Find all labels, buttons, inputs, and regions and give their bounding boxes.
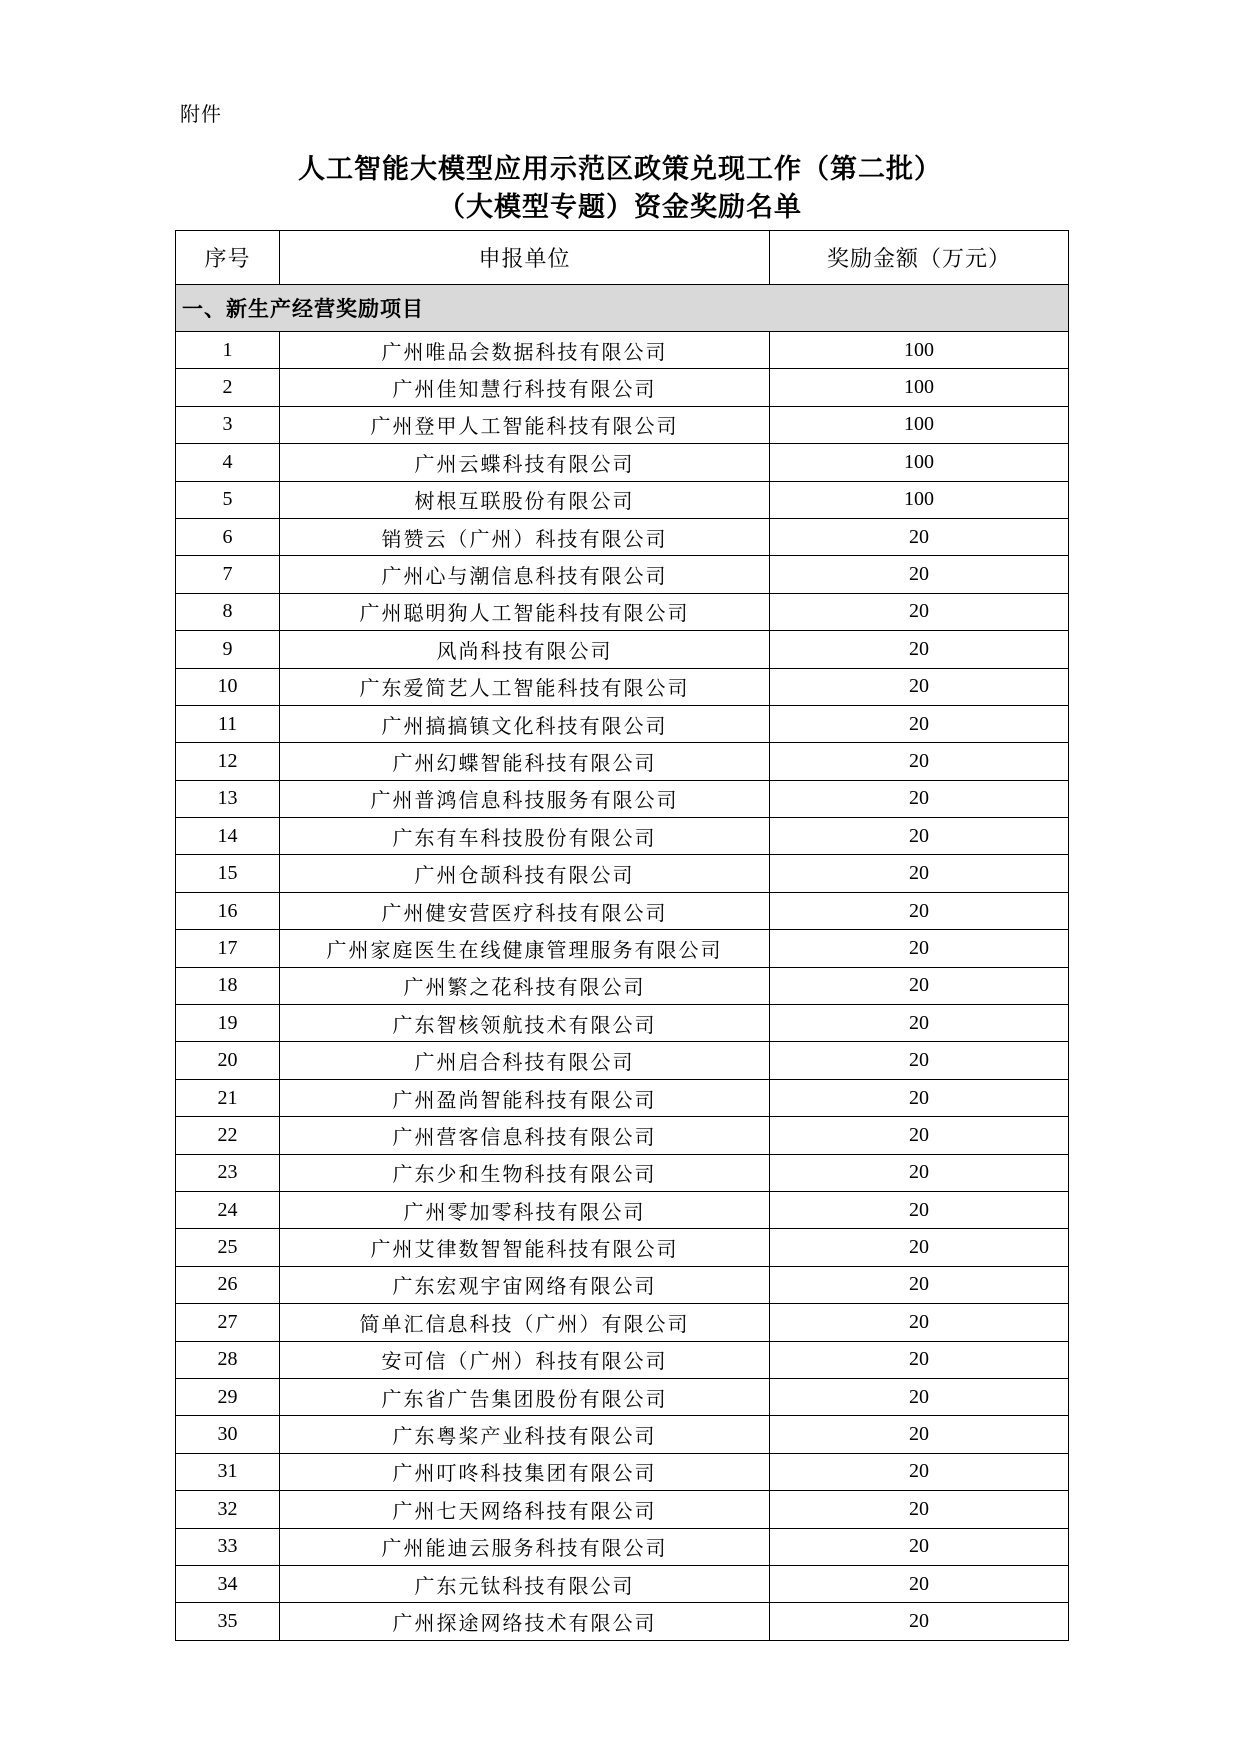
section-title: 一、新生产经营奖励项目 xyxy=(176,285,1069,332)
row-unit: 广州艾律数智智能科技有限公司 xyxy=(280,1229,770,1266)
table-row xyxy=(176,855,1069,892)
row-unit: 广州启合科技有限公司 xyxy=(280,1042,770,1079)
table-row xyxy=(176,406,1069,443)
row-unit: 广东有车科技股份有限公司 xyxy=(280,818,770,855)
table-row xyxy=(176,1117,1069,1154)
row-seq: 20 xyxy=(176,1042,280,1079)
row-unit: 广州能迪云服务科技有限公司 xyxy=(280,1528,770,1565)
table-row xyxy=(176,369,1069,406)
row-amount: 20 xyxy=(770,1191,1069,1228)
row-unit: 广州探途网络技术有限公司 xyxy=(280,1603,770,1640)
table-row xyxy=(176,1304,1069,1341)
table-row xyxy=(176,930,1069,967)
row-seq: 30 xyxy=(176,1416,280,1453)
row-unit: 广州聪明狗人工智能科技有限公司 xyxy=(280,593,770,630)
row-seq: 32 xyxy=(176,1491,280,1528)
row-unit: 安可信（广州）科技有限公司 xyxy=(280,1341,770,1378)
row-seq: 18 xyxy=(176,967,280,1004)
row-seq: 22 xyxy=(176,1117,280,1154)
document-title-line1: 人工智能大模型应用示范区政策兑现工作（第二批） xyxy=(298,154,942,185)
row-unit: 广州佳知慧行科技有限公司 xyxy=(280,369,770,406)
row-seq: 33 xyxy=(176,1528,280,1565)
row-seq: 21 xyxy=(176,1079,280,1116)
row-amount: 100 xyxy=(770,481,1069,518)
row-seq: 6 xyxy=(176,518,280,555)
table-row xyxy=(176,1341,1069,1378)
header-seq: 序号 xyxy=(176,231,280,285)
row-amount: 100 xyxy=(770,369,1069,406)
row-unit: 广州心与潮信息科技有限公司 xyxy=(280,556,770,593)
table-row xyxy=(176,593,1069,630)
row-amount: 20 xyxy=(770,1005,1069,1042)
row-amount: 20 xyxy=(770,967,1069,1004)
row-seq: 23 xyxy=(176,1154,280,1191)
row-amount: 20 xyxy=(770,1416,1069,1453)
row-unit: 广东智核领航技术有限公司 xyxy=(280,1005,770,1042)
row-seq: 15 xyxy=(176,855,280,892)
row-amount: 20 xyxy=(770,930,1069,967)
row-seq: 1 xyxy=(176,332,280,369)
row-seq: 17 xyxy=(176,930,280,967)
table-row xyxy=(176,1378,1069,1415)
row-unit: 风尚科技有限公司 xyxy=(280,631,770,668)
row-seq: 3 xyxy=(176,406,280,443)
row-unit: 广东省广告集团股份有限公司 xyxy=(280,1378,770,1415)
row-amount: 20 xyxy=(770,1042,1069,1079)
row-amount: 20 xyxy=(770,780,1069,817)
row-amount: 20 xyxy=(770,743,1069,780)
table-row xyxy=(176,1042,1069,1079)
table-row xyxy=(176,1266,1069,1303)
row-amount: 20 xyxy=(770,593,1069,630)
row-unit: 广州家庭医生在线健康管理服务有限公司 xyxy=(280,930,770,967)
row-seq: 24 xyxy=(176,1191,280,1228)
row-amount: 100 xyxy=(770,444,1069,481)
table-row xyxy=(176,1491,1069,1528)
row-seq: 28 xyxy=(176,1341,280,1378)
row-unit: 广州零加零科技有限公司 xyxy=(280,1191,770,1228)
table-row xyxy=(176,1528,1069,1565)
table-row xyxy=(176,1005,1069,1042)
row-amount: 20 xyxy=(770,1491,1069,1528)
row-unit: 广州营客信息科技有限公司 xyxy=(280,1117,770,1154)
row-amount: 20 xyxy=(770,668,1069,705)
table-row xyxy=(176,556,1069,593)
row-seq: 11 xyxy=(176,705,280,742)
section-row xyxy=(176,285,1069,332)
row-seq: 26 xyxy=(176,1266,280,1303)
row-amount: 20 xyxy=(770,1117,1069,1154)
row-unit: 广州普鸿信息科技服务有限公司 xyxy=(280,780,770,817)
attachment-label: 附件 xyxy=(180,102,222,126)
row-unit: 广州幻蝶智能科技有限公司 xyxy=(280,743,770,780)
row-amount: 20 xyxy=(770,1266,1069,1303)
row-amount: 20 xyxy=(770,631,1069,668)
table-row xyxy=(176,1453,1069,1490)
row-amount: 20 xyxy=(770,556,1069,593)
table-row xyxy=(176,1191,1069,1228)
row-unit: 广州云蝶科技有限公司 xyxy=(280,444,770,481)
row-unit: 广州繁之花科技有限公司 xyxy=(280,967,770,1004)
row-amount: 20 xyxy=(770,1565,1069,1602)
row-amount: 20 xyxy=(770,1154,1069,1191)
table-row xyxy=(176,743,1069,780)
row-seq: 34 xyxy=(176,1565,280,1602)
row-seq: 5 xyxy=(176,481,280,518)
row-amount: 20 xyxy=(770,1378,1069,1415)
row-seq: 8 xyxy=(176,593,280,630)
row-amount: 20 xyxy=(770,1304,1069,1341)
row-unit: 广州唯品会数据科技有限公司 xyxy=(280,332,770,369)
row-seq: 31 xyxy=(176,1453,280,1490)
table-row xyxy=(176,631,1069,668)
row-unit: 广东粤桨产业科技有限公司 xyxy=(280,1416,770,1453)
award-table xyxy=(175,230,1069,1641)
table-row xyxy=(176,518,1069,555)
table-row xyxy=(176,668,1069,705)
table-row xyxy=(176,1154,1069,1191)
table-row xyxy=(176,1416,1069,1453)
row-amount: 20 xyxy=(770,892,1069,929)
row-unit: 广州叮咚科技集团有限公司 xyxy=(280,1453,770,1490)
row-unit: 广州仓颉科技有限公司 xyxy=(280,855,770,892)
row-amount: 20 xyxy=(770,1528,1069,1565)
table-row xyxy=(176,780,1069,817)
row-unit: 广州七天网络科技有限公司 xyxy=(280,1491,770,1528)
table-row xyxy=(176,967,1069,1004)
row-amount: 20 xyxy=(770,1603,1069,1640)
table-row xyxy=(176,481,1069,518)
row-amount: 20 xyxy=(770,1341,1069,1378)
row-unit: 广东宏观宇宙网络有限公司 xyxy=(280,1266,770,1303)
row-seq: 16 xyxy=(176,892,280,929)
row-unit: 树根互联股份有限公司 xyxy=(280,481,770,518)
row-seq: 35 xyxy=(176,1603,280,1640)
row-unit: 广州登甲人工智能科技有限公司 xyxy=(280,406,770,443)
row-seq: 27 xyxy=(176,1304,280,1341)
table-row xyxy=(176,705,1069,742)
row-unit: 广东少和生物科技有限公司 xyxy=(280,1154,770,1191)
row-seq: 29 xyxy=(176,1378,280,1415)
row-amount: 20 xyxy=(770,818,1069,855)
table-row xyxy=(176,332,1069,369)
row-amount: 20 xyxy=(770,1079,1069,1116)
row-unit: 广州健安营医疗科技有限公司 xyxy=(280,892,770,929)
row-seq: 13 xyxy=(176,780,280,817)
row-amount: 20 xyxy=(770,855,1069,892)
row-seq: 19 xyxy=(176,1005,280,1042)
header-amount: 奖励金额（万元） xyxy=(770,231,1069,285)
row-amount: 100 xyxy=(770,332,1069,369)
row-amount: 20 xyxy=(770,1229,1069,1266)
row-seq: 25 xyxy=(176,1229,280,1266)
table-row xyxy=(176,818,1069,855)
document-title-line2: （大模型专题）资金奖励名单 xyxy=(438,192,802,223)
row-amount: 20 xyxy=(770,1453,1069,1490)
table-row xyxy=(176,892,1069,929)
row-seq: 7 xyxy=(176,556,280,593)
table-row xyxy=(176,1603,1069,1640)
row-amount: 100 xyxy=(770,406,1069,443)
table-header-row xyxy=(176,231,1069,285)
row-seq: 12 xyxy=(176,743,280,780)
row-amount: 20 xyxy=(770,518,1069,555)
row-seq: 4 xyxy=(176,444,280,481)
row-seq: 2 xyxy=(176,369,280,406)
row-seq: 9 xyxy=(176,631,280,668)
table-row xyxy=(176,1079,1069,1116)
row-amount: 20 xyxy=(770,705,1069,742)
table-row xyxy=(176,444,1069,481)
row-unit: 广东爱简艺人工智能科技有限公司 xyxy=(280,668,770,705)
table-row xyxy=(176,1565,1069,1602)
row-unit: 广东元钛科技有限公司 xyxy=(280,1565,770,1602)
table-row xyxy=(176,1229,1069,1266)
row-unit: 销赞云（广州）科技有限公司 xyxy=(280,518,770,555)
row-seq: 14 xyxy=(176,818,280,855)
row-unit: 广州搞搞镇文化科技有限公司 xyxy=(280,705,770,742)
header-unit: 申报单位 xyxy=(280,231,770,285)
row-seq: 10 xyxy=(176,668,280,705)
row-unit: 广州盈尚智能科技有限公司 xyxy=(280,1079,770,1116)
row-unit: 简单汇信息科技（广州）有限公司 xyxy=(280,1304,770,1341)
